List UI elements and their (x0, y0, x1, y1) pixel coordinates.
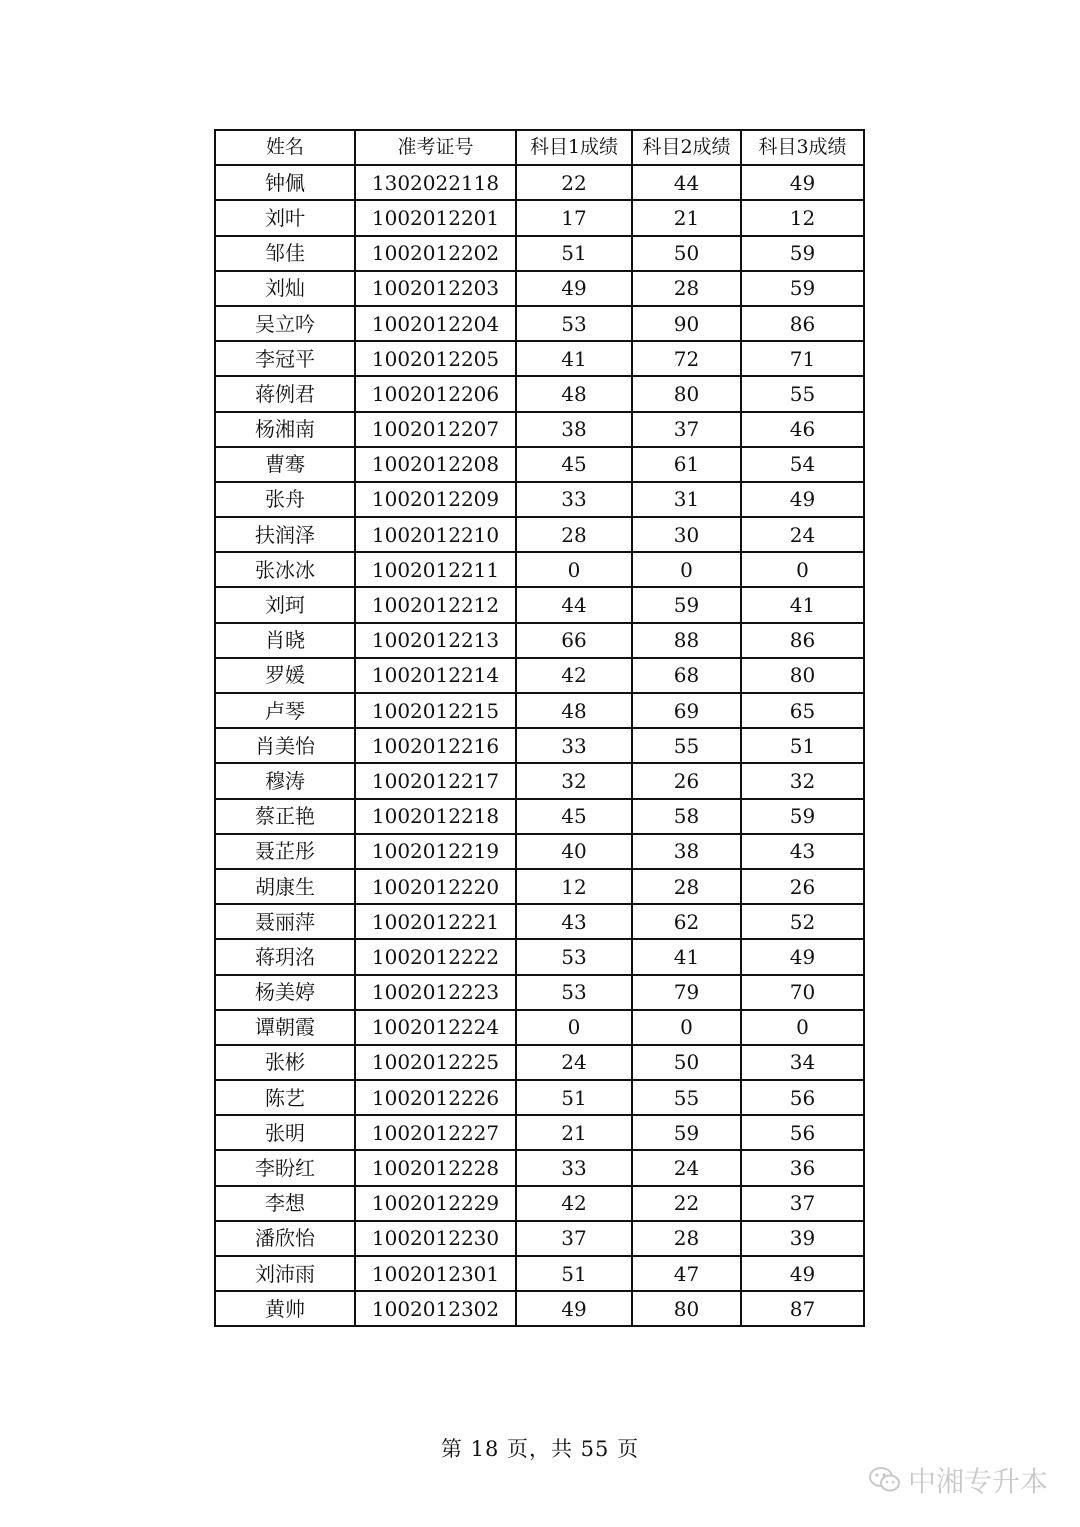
name-cell: 谭朝霞 (215, 1010, 355, 1045)
subject3-score-cell: 71 (741, 341, 864, 376)
subject3-score-cell: 46 (741, 412, 864, 447)
subject1-score-cell: 28 (516, 517, 632, 552)
subject1-score-cell: 53 (516, 306, 632, 341)
table-row (215, 799, 864, 834)
table-row (215, 623, 864, 658)
table-row (215, 1115, 864, 1150)
column-header: 科目3成绩 (741, 130, 864, 165)
subject1-score-cell: 51 (516, 1080, 632, 1115)
name-cell: 张彬 (215, 1045, 355, 1080)
subject3-score-cell: 12 (741, 200, 864, 235)
table-row (215, 517, 864, 552)
subject2-score-cell: 68 (632, 658, 741, 693)
name-cell: 曹骞 (215, 447, 355, 482)
subject1-score-cell: 51 (516, 236, 632, 271)
exam-id-cell: 1002012219 (355, 834, 516, 869)
exam-id-cell: 1002012201 (355, 200, 516, 235)
table-row (215, 447, 864, 482)
subject3-score-cell: 32 (741, 763, 864, 798)
subject1-score-cell: 40 (516, 834, 632, 869)
name-cell: 刘灿 (215, 271, 355, 306)
subject2-score-cell: 37 (632, 412, 741, 447)
exam-id-cell: 1002012302 (355, 1291, 516, 1326)
subject3-score-cell: 56 (741, 1080, 864, 1115)
subject3-score-cell: 34 (741, 1045, 864, 1080)
watermark-text: 中湘专升本 (908, 1465, 1049, 1498)
table-row (215, 1010, 864, 1045)
name-cell: 吴立吟 (215, 306, 355, 341)
exam-id-cell: 1002012213 (355, 623, 516, 658)
name-cell: 张冰冰 (215, 552, 355, 587)
subject3-score-cell: 86 (741, 306, 864, 341)
subject1-score-cell: 42 (516, 658, 632, 693)
table-row (215, 341, 864, 376)
subject2-score-cell: 24 (632, 1150, 741, 1185)
name-cell: 卢琴 (215, 693, 355, 728)
page-number-footer: 第 18 页，共 55 页 (440, 1437, 640, 1461)
subject2-score-cell: 28 (632, 1221, 741, 1256)
subject3-score-cell: 51 (741, 728, 864, 763)
subject1-score-cell: 53 (516, 975, 632, 1010)
subject3-score-cell: 39 (741, 1221, 864, 1256)
name-cell: 胡康生 (215, 869, 355, 904)
subject2-score-cell: 59 (632, 587, 741, 622)
subject2-score-cell: 0 (632, 552, 741, 587)
subject1-score-cell: 0 (516, 552, 632, 587)
exam-id-cell: 1002012209 (355, 482, 516, 517)
subject3-score-cell: 49 (741, 939, 864, 974)
subject3-score-cell: 54 (741, 447, 864, 482)
subject3-score-cell: 24 (741, 517, 864, 552)
subject3-score-cell: 37 (741, 1186, 864, 1221)
name-cell: 穆涛 (215, 763, 355, 798)
table-row (215, 763, 864, 798)
name-cell: 陈艺 (215, 1080, 355, 1115)
exam-id-cell: 1002012202 (355, 236, 516, 271)
name-cell: 李冠平 (215, 341, 355, 376)
table-row (215, 1186, 864, 1221)
table-row (215, 939, 864, 974)
subject2-score-cell: 44 (632, 165, 741, 200)
subject2-score-cell: 30 (632, 517, 741, 552)
subject2-score-cell: 72 (632, 341, 741, 376)
subject1-score-cell: 48 (516, 376, 632, 411)
subject1-score-cell: 51 (516, 1256, 632, 1291)
subject2-score-cell: 80 (632, 1291, 741, 1326)
name-cell: 蔡正艳 (215, 799, 355, 834)
subject1-score-cell: 45 (516, 799, 632, 834)
table-row (215, 1221, 864, 1256)
table-row (215, 1045, 864, 1080)
exam-id-cell: 1002012211 (355, 552, 516, 587)
table-row (215, 658, 864, 693)
table-row (215, 165, 864, 200)
subject3-score-cell: 0 (741, 1010, 864, 1045)
name-cell: 蒋例君 (215, 376, 355, 411)
name-cell: 肖美怡 (215, 728, 355, 763)
exam-id-cell: 1002012229 (355, 1186, 516, 1221)
subject3-score-cell: 52 (741, 904, 864, 939)
table-row (215, 482, 864, 517)
subject3-score-cell: 65 (741, 693, 864, 728)
subject1-score-cell: 17 (516, 200, 632, 235)
exam-id-cell: 1002012218 (355, 799, 516, 834)
exam-id-cell: 1002012210 (355, 517, 516, 552)
wechat-icon (868, 1465, 902, 1495)
exam-id-cell: 1002012222 (355, 939, 516, 974)
subject2-score-cell: 28 (632, 271, 741, 306)
exam-id-cell: 1002012225 (355, 1045, 516, 1080)
name-cell: 刘沛雨 (215, 1256, 355, 1291)
subject3-score-cell: 59 (741, 799, 864, 834)
subject2-score-cell: 28 (632, 869, 741, 904)
subject3-score-cell: 56 (741, 1115, 864, 1150)
subject2-score-cell: 88 (632, 623, 741, 658)
exam-id-cell: 1002012227 (355, 1115, 516, 1150)
table-row (215, 1291, 864, 1326)
subject1-score-cell: 44 (516, 587, 632, 622)
exam-id-cell: 1002012301 (355, 1256, 516, 1291)
subject2-score-cell: 26 (632, 763, 741, 798)
subject3-score-cell: 43 (741, 834, 864, 869)
name-cell: 李想 (215, 1186, 355, 1221)
subject2-score-cell: 22 (632, 1186, 741, 1221)
subject1-score-cell: 33 (516, 728, 632, 763)
exam-id-cell: 1302022118 (355, 165, 516, 200)
exam-id-cell: 1002012215 (355, 693, 516, 728)
column-header: 科目1成绩 (516, 130, 632, 165)
name-cell: 杨湘南 (215, 412, 355, 447)
subject2-score-cell: 21 (632, 200, 741, 235)
subject1-score-cell: 45 (516, 447, 632, 482)
name-cell: 黄帅 (215, 1291, 355, 1326)
subject1-score-cell: 21 (516, 1115, 632, 1150)
exam-id-cell: 1002012203 (355, 271, 516, 306)
table-row (215, 552, 864, 587)
table-row (215, 1256, 864, 1291)
header-row (215, 130, 864, 165)
subject2-score-cell: 50 (632, 1045, 741, 1080)
table-row (215, 1080, 864, 1115)
table-row (215, 869, 864, 904)
subject2-score-cell: 55 (632, 1080, 741, 1115)
subject2-score-cell: 80 (632, 376, 741, 411)
exam-id-cell: 1002012206 (355, 376, 516, 411)
subject3-score-cell: 59 (741, 271, 864, 306)
subject3-score-cell: 59 (741, 236, 864, 271)
name-cell: 杨美婷 (215, 975, 355, 1010)
column-header: 科目2成绩 (632, 130, 741, 165)
subject2-score-cell: 50 (632, 236, 741, 271)
name-cell: 李盼红 (215, 1150, 355, 1185)
subject1-score-cell: 38 (516, 412, 632, 447)
exam-id-cell: 1002012207 (355, 412, 516, 447)
name-cell: 扶润泽 (215, 517, 355, 552)
subject2-score-cell: 47 (632, 1256, 741, 1291)
table-row (215, 975, 864, 1010)
table-row (215, 200, 864, 235)
name-cell: 邹佳 (215, 236, 355, 271)
table-header (215, 130, 864, 165)
exam-id-cell: 1002012223 (355, 975, 516, 1010)
exam-id-cell: 1002012226 (355, 1080, 516, 1115)
subject2-score-cell: 61 (632, 447, 741, 482)
subject3-score-cell: 55 (741, 376, 864, 411)
subject3-score-cell: 36 (741, 1150, 864, 1185)
name-cell: 聂丽萍 (215, 904, 355, 939)
subject1-score-cell: 43 (516, 904, 632, 939)
name-cell: 刘叶 (215, 200, 355, 235)
watermark (868, 1460, 1048, 1500)
subject3-score-cell: 26 (741, 869, 864, 904)
name-cell: 蒋玥洺 (215, 939, 355, 974)
subject1-score-cell: 49 (516, 1291, 632, 1326)
subject3-score-cell: 41 (741, 587, 864, 622)
subject1-score-cell: 41 (516, 341, 632, 376)
subject3-score-cell: 86 (741, 623, 864, 658)
subject1-score-cell: 33 (516, 1150, 632, 1185)
subject1-score-cell: 12 (516, 869, 632, 904)
exam-id-cell: 1002012221 (355, 904, 516, 939)
table-body (215, 165, 864, 1326)
subject1-score-cell: 33 (516, 482, 632, 517)
subject2-score-cell: 69 (632, 693, 741, 728)
subject2-score-cell: 62 (632, 904, 741, 939)
exam-id-cell: 1002012217 (355, 763, 516, 798)
subject3-score-cell: 87 (741, 1291, 864, 1326)
subject1-score-cell: 0 (516, 1010, 632, 1045)
name-cell: 刘珂 (215, 587, 355, 622)
column-header: 姓名 (215, 130, 355, 165)
score-table (214, 129, 865, 1327)
table-row (215, 376, 864, 411)
subject2-score-cell: 38 (632, 834, 741, 869)
subject1-score-cell: 22 (516, 165, 632, 200)
table-row (215, 904, 864, 939)
exam-id-cell: 1002012208 (355, 447, 516, 482)
exam-id-cell: 1002012220 (355, 869, 516, 904)
subject3-score-cell: 0 (741, 552, 864, 587)
exam-id-cell: 1002012216 (355, 728, 516, 763)
table-row (215, 693, 864, 728)
subject2-score-cell: 79 (632, 975, 741, 1010)
subject2-score-cell: 90 (632, 306, 741, 341)
exam-id-cell: 1002012212 (355, 587, 516, 622)
subject3-score-cell: 49 (741, 1256, 864, 1291)
table-row (215, 271, 864, 306)
subject1-score-cell: 66 (516, 623, 632, 658)
subject1-score-cell: 42 (516, 1186, 632, 1221)
table-row (215, 306, 864, 341)
name-cell: 聂芷彤 (215, 834, 355, 869)
subject3-score-cell: 49 (741, 165, 864, 200)
table-row (215, 1150, 864, 1185)
column-header: 准考证号 (355, 130, 516, 165)
subject1-score-cell: 49 (516, 271, 632, 306)
subject1-score-cell: 48 (516, 693, 632, 728)
exam-id-cell: 1002012230 (355, 1221, 516, 1256)
subject1-score-cell: 32 (516, 763, 632, 798)
exam-id-cell: 1002012205 (355, 341, 516, 376)
subject2-score-cell: 41 (632, 939, 741, 974)
subject2-score-cell: 59 (632, 1115, 741, 1150)
table-row (215, 728, 864, 763)
exam-id-cell: 1002012214 (355, 658, 516, 693)
exam-id-cell: 1002012228 (355, 1150, 516, 1185)
subject3-score-cell: 80 (741, 658, 864, 693)
exam-id-cell: 1002012224 (355, 1010, 516, 1045)
subject2-score-cell: 31 (632, 482, 741, 517)
table-row (215, 236, 864, 271)
subject2-score-cell: 55 (632, 728, 741, 763)
subject3-score-cell: 70 (741, 975, 864, 1010)
table-row (215, 834, 864, 869)
exam-id-cell: 1002012204 (355, 306, 516, 341)
table-row (215, 412, 864, 447)
subject1-score-cell: 37 (516, 1221, 632, 1256)
table-row (215, 587, 864, 622)
name-cell: 张舟 (215, 482, 355, 517)
name-cell: 罗媛 (215, 658, 355, 693)
subject1-score-cell: 53 (516, 939, 632, 974)
subject3-score-cell: 49 (741, 482, 864, 517)
subject1-score-cell: 24 (516, 1045, 632, 1080)
subject2-score-cell: 58 (632, 799, 741, 834)
subject2-score-cell: 0 (632, 1010, 741, 1045)
name-cell: 肖晓 (215, 623, 355, 658)
name-cell: 钟佩 (215, 165, 355, 200)
name-cell: 潘欣怡 (215, 1221, 355, 1256)
name-cell: 张明 (215, 1115, 355, 1150)
